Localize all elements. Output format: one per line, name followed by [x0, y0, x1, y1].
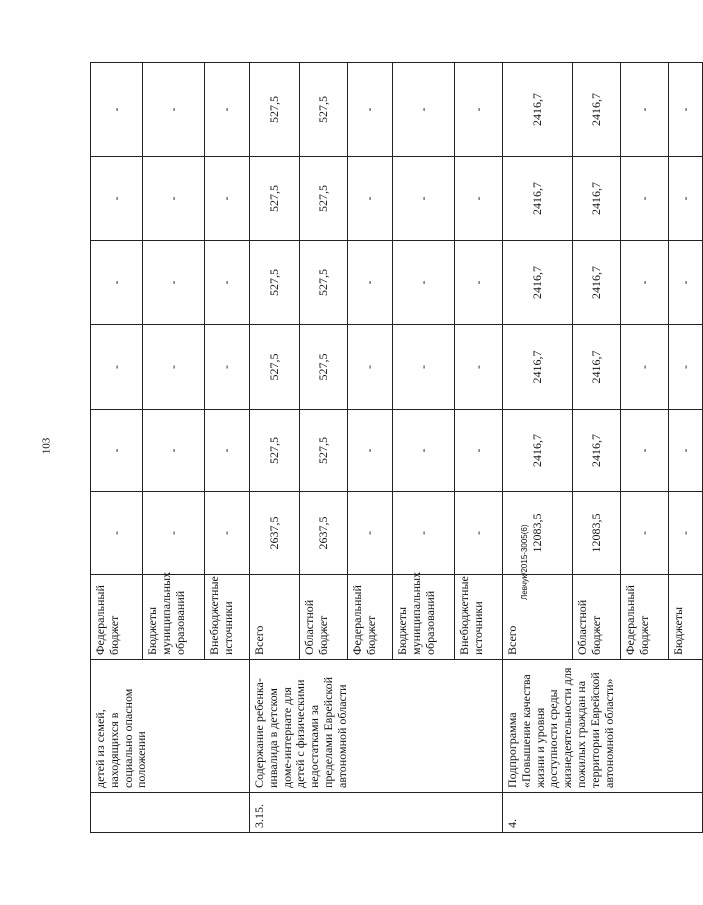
- amount-cell: -: [393, 410, 455, 492]
- amount-cell: -: [669, 492, 703, 575]
- amount-cell: -: [205, 63, 250, 157]
- amount-cell: -: [205, 410, 250, 492]
- amount-cell: 2637,5: [300, 492, 348, 575]
- amount-cell: 2416,7: [573, 410, 621, 492]
- funding-source: Бюджеты муниципальных образований: [393, 575, 455, 660]
- measure-name: детей из семей, находящихся в социально опасном положении: [91, 660, 250, 793]
- amount-cell: -: [91, 410, 143, 492]
- amount-cell: -: [143, 492, 205, 575]
- amount-cell: -: [205, 157, 250, 241]
- amount-cell: -: [621, 157, 669, 241]
- amount-cell: -: [669, 157, 703, 241]
- table-row: [250, 63, 300, 833]
- amount-cell: 2416,7: [503, 241, 573, 325]
- funding-source: Бюджеты: [669, 575, 703, 660]
- amount-cell: -: [393, 157, 455, 241]
- page-number: 103: [40, 437, 53, 455]
- amount-cell: 2637,5: [250, 492, 300, 575]
- budget-table: [90, 62, 703, 833]
- amount-cell: 527,5: [300, 325, 348, 410]
- amount-cell: 12083,5: [503, 492, 573, 575]
- amount-cell: -: [669, 63, 703, 157]
- amount-cell: -: [205, 241, 250, 325]
- amount-cell: -: [91, 157, 143, 241]
- amount-cell: 527,5: [250, 241, 300, 325]
- amount-cell: 527,5: [250, 63, 300, 157]
- row-number: 4.: [503, 793, 703, 833]
- amount-cell: -: [621, 410, 669, 492]
- amount-cell: 2416,7: [573, 157, 621, 241]
- amount-cell: -: [348, 63, 393, 157]
- amount-cell: -: [348, 157, 393, 241]
- amount-cell: 12083,5: [573, 492, 621, 575]
- amount-cell: -: [393, 241, 455, 325]
- amount-cell: 527,5: [250, 325, 300, 410]
- amount-cell: 2416,7: [503, 325, 573, 410]
- amount-cell: 2416,7: [503, 410, 573, 492]
- table-row: [91, 63, 143, 833]
- amount-cell: 527,5: [250, 410, 300, 492]
- amount-cell: 527,5: [250, 157, 300, 241]
- measure-name: Подпрограмма «Повышение качества жизни и уровня доступности среды жизнедеятельности для пожилых граждан на территории Еврейской автономной области»: [503, 660, 703, 793]
- amount-cell: -: [621, 63, 669, 157]
- amount-cell: -: [621, 492, 669, 575]
- amount-cell: -: [205, 325, 250, 410]
- amount-cell: -: [455, 157, 503, 241]
- funding-source: Внебюджетные источники: [205, 575, 250, 660]
- amount-cell: -: [348, 410, 393, 492]
- amount-cell: -: [455, 241, 503, 325]
- amount-cell: -: [91, 492, 143, 575]
- amount-cell: -: [143, 410, 205, 492]
- amount-cell: -: [91, 241, 143, 325]
- amount-cell: 2416,7: [573, 325, 621, 410]
- amount-cell: -: [455, 325, 503, 410]
- amount-cell: -: [143, 63, 205, 157]
- amount-cell: -: [621, 241, 669, 325]
- amount-cell: -: [455, 63, 503, 157]
- budget-table-rotated: [90, 63, 692, 833]
- funding-source: Внебюджетные источники: [455, 575, 503, 660]
- amount-cell: 2416,7: [503, 157, 573, 241]
- amount-cell: -: [455, 410, 503, 492]
- amount-cell: -: [669, 325, 703, 410]
- amount-cell: 2416,7: [503, 63, 573, 157]
- amount-cell: -: [393, 63, 455, 157]
- amount-cell: -: [91, 63, 143, 157]
- row-number: [91, 793, 250, 833]
- footer-code: Левчук/2015-3005(6): [520, 524, 529, 600]
- amount-cell: -: [348, 241, 393, 325]
- amount-cell: -: [143, 325, 205, 410]
- amount-cell: -: [455, 492, 503, 575]
- amount-cell: 527,5: [300, 241, 348, 325]
- funding-source: Всего: [503, 575, 573, 660]
- funding-source: Федеральный бюджет: [621, 575, 669, 660]
- amount-cell: 527,5: [300, 63, 348, 157]
- amount-cell: -: [205, 492, 250, 575]
- amount-cell: -: [621, 325, 669, 410]
- amount-cell: -: [348, 325, 393, 410]
- amount-cell: -: [143, 157, 205, 241]
- amount-cell: 527,5: [300, 410, 348, 492]
- amount-cell: 2416,7: [573, 241, 621, 325]
- funding-source: Бюджеты муниципальных образований: [143, 575, 205, 660]
- amount-cell: -: [91, 325, 143, 410]
- amount-cell: -: [143, 241, 205, 325]
- amount-cell: -: [348, 492, 393, 575]
- amount-cell: -: [669, 410, 703, 492]
- funding-source: Областной бюджет: [300, 575, 348, 660]
- table-row: [503, 63, 573, 833]
- amount-cell: -: [393, 492, 455, 575]
- row-number: 3.15.: [250, 793, 503, 833]
- measure-name: Содержание ребенка-инвалида в детском доме-интернате для детей с физическими недостатками за пределами Еврейской автономной области: [250, 660, 503, 793]
- funding-source: Федеральный бюджет: [91, 575, 143, 660]
- amount-cell: 2416,7: [573, 63, 621, 157]
- funding-source: Всего: [250, 575, 300, 660]
- amount-cell: -: [393, 325, 455, 410]
- amount-cell: 527,5: [300, 157, 348, 241]
- funding-source: Областной бюджет: [573, 575, 621, 660]
- amount-cell: -: [669, 241, 703, 325]
- funding-source: Федеральный бюджет: [348, 575, 393, 660]
